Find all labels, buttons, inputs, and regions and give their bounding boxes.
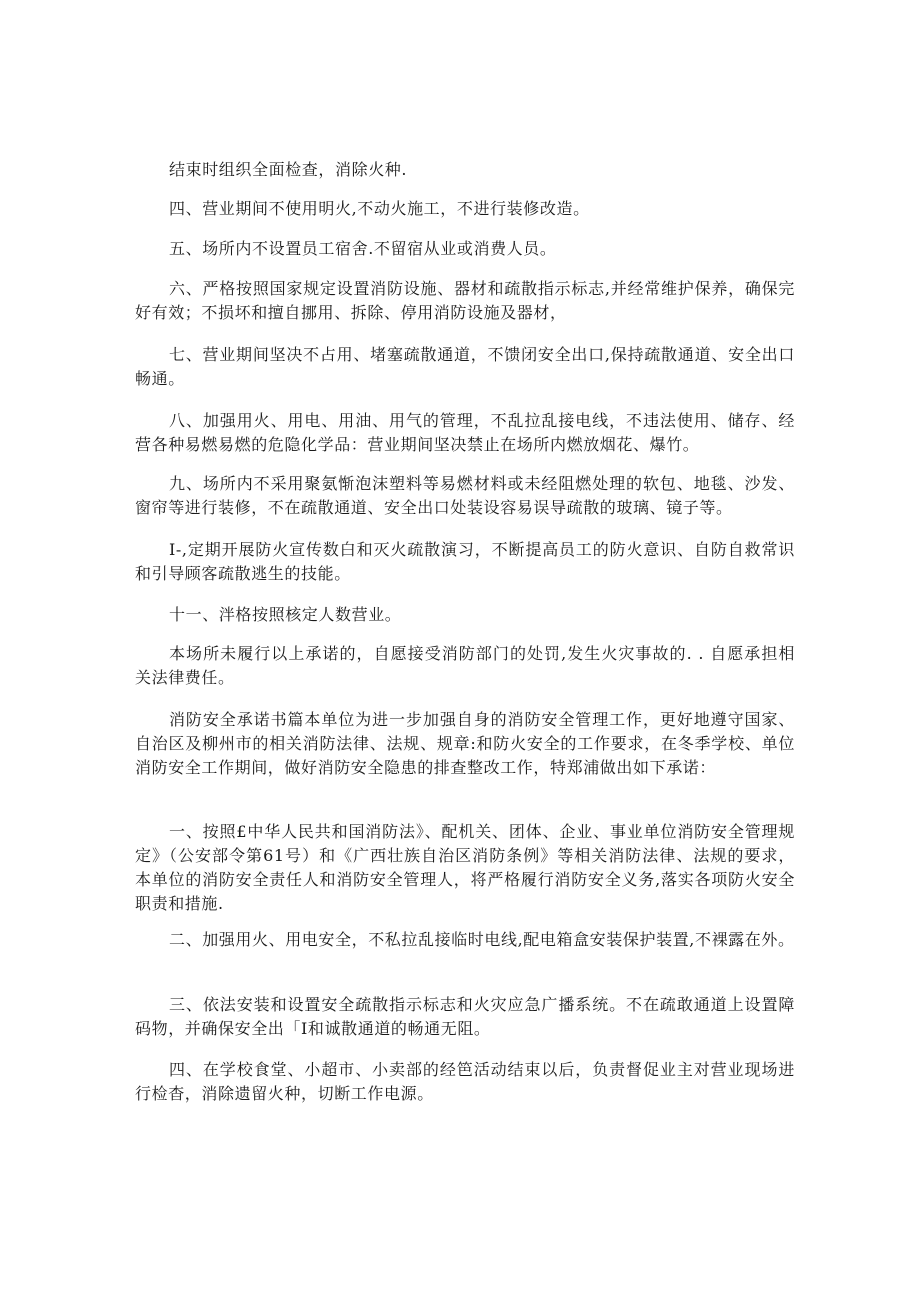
paragraph-5: 七、营业期间坚决不占用、堵塞疏散通道，不馈闭安全出口,保持疏散通道、安全出口畅通。 [135, 345, 795, 388]
paragraph-14: 三、依法安装和设置安全疏散指示标志和火灾应急广播系统。不在疏敢通道上设置障码物，并确保安全出「I和诚散通道的畅通无阻。 [135, 995, 795, 1038]
paragraph-7: 九、场所内不采用聚氨惭泡沫塑料等易燃材料或未经阻燃处理的软包、地毯、沙发、窗帘等进行装修，不在疏散通道、安全出口处装设容易误导疏散的玻璃、镜子等。 [135, 474, 795, 517]
paragraph-6: 八、加强用火、用电、用油、用气的管理，不乱拉乱接电线，不违法使用、储存、经营各种易燃易燃的危隐化学品：营业期间坚决禁止在场所内燃放烟花、爆竹。 [135, 411, 795, 454]
paragraph-12: 一、按照£中华人民共和国消防法》、配机关、团体、企业、事业单位消防安全管理规定》（公安部令第61号）和《广西壮族自治区消防条例》等相关消防法律、法规的要求，本单位的消防安全责任人和消防安全管理人，将严格履行消防安全义务,落实各项防火安全职责和措施. [135, 822, 795, 913]
paragraph-11: 消防安全承诺书篇本单位为进一步加强自身的消防安全管理工作，更好地遵守国家、自治区及柳州市的相关消防法律、法规、规章:和防火安全的工作要求，在冬季学校、单位消防安全工作期间，做好消防安全隐患的排查整改工作，特郑浦做出如下承诺： [135, 710, 795, 777]
paragraph-4: 六、严格按照国家规定设置消防设施、器材和疏散指示标志,并经常维护保养，确保完好有效；不损坏和擅自挪用、拆除、停用消防设施及器材， [135, 279, 795, 322]
paragraph-2: 四、营业期间不使用明火,不动火施工，不进行装修改造。 [169, 199, 590, 218]
paragraph-8: I-,定期开展防火宣传数白和灭火疏散演习，不断提高员工的防火意识、自防自救常识和引导顾客疏散逃生的技能。 [135, 540, 795, 583]
paragraph-1: 结束时组织全面检查，消除火种. [169, 160, 408, 179]
paragraph-9: 十一、泮格按照核定人数营业。 [169, 605, 402, 624]
paragraph-3: 五、场所内不设置员工宿舍.不留宿从业或消费人员。 [169, 239, 557, 258]
paragraph-15: 四、在学校食堂、小超市、小卖部的经笆活动结束以后，负责督促业主对营业现场进行检杳，消除遗留火种，切断工作电源。 [135, 1060, 795, 1103]
paragraph-10: 本场所未履行以上承诺的，自愿接受消防部门的处罚,发生火灾事故的. . 自愿承担相关法律费任。 [135, 644, 795, 687]
paragraph-13: 二、加强用火、用电安全，不私拉乱接临时电线,配电箱盒安装保护装置,不裸露在外。 [169, 930, 795, 949]
